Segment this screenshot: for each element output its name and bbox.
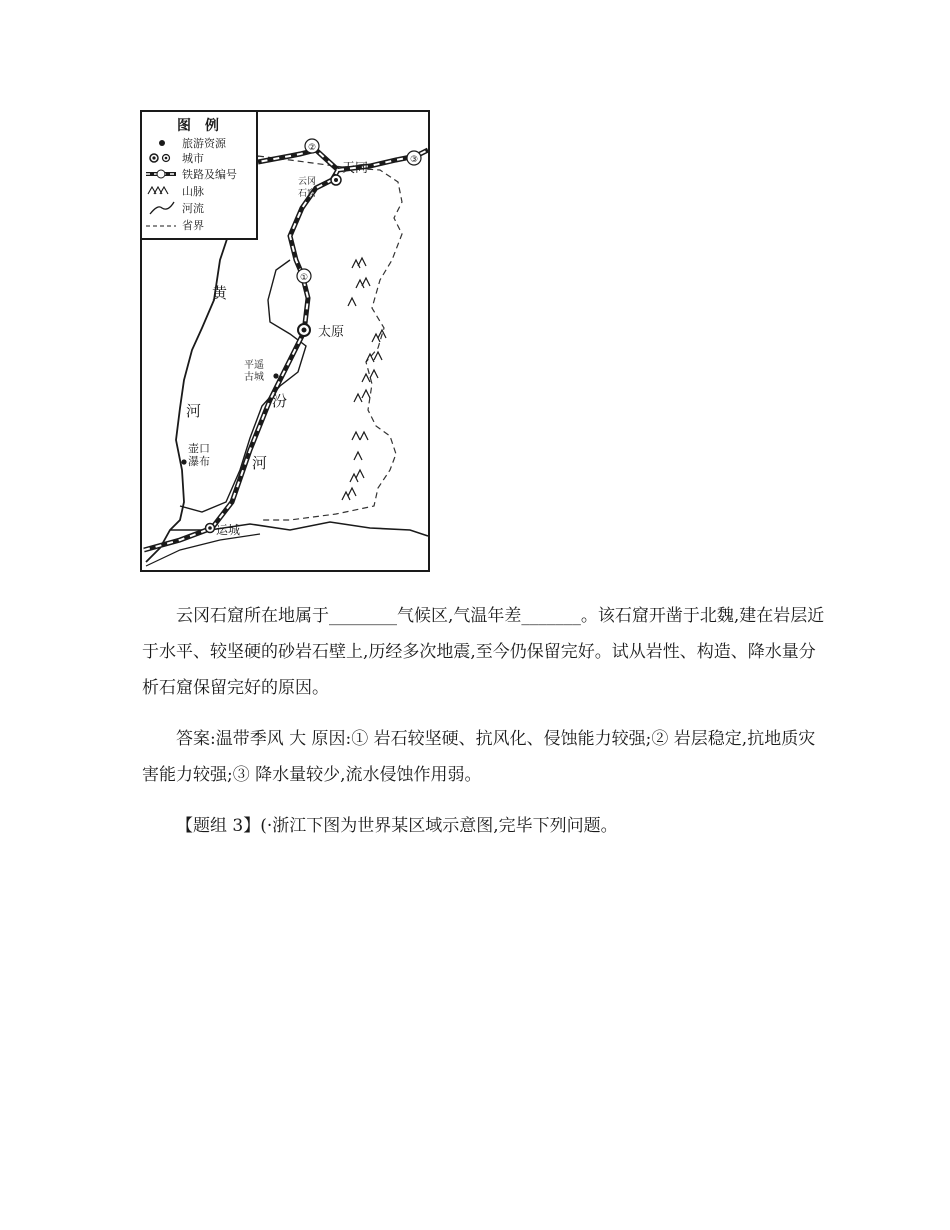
label-yungang-1: 云冈 (298, 177, 317, 187)
label-yuncheng: 运城 (216, 523, 241, 537)
label-he-yellow: 河 (186, 402, 202, 420)
tourism-hukou (181, 459, 186, 464)
svg-text:①: ① (299, 273, 309, 283)
label-taiyuan: 太原 (318, 325, 345, 340)
answer-paragraph: 答案:温带季风 大 原因:① 岩石较坚硬、抗风化、侵蚀能力较强;② 岩层稳定,抗地质灾害能力较强;③ 降水量较少,流水侵蚀作用弱。 (142, 729, 816, 785)
label-fen: 汾 (272, 392, 288, 410)
city-yuncheng (206, 524, 215, 533)
legend-label-railway: 铁路及编号 (182, 168, 237, 181)
label-he-fen: 河 (252, 454, 268, 472)
legend-label-river: 河流 (182, 202, 204, 215)
label-pingyao-2: 古城 (244, 372, 264, 383)
label-huang: 黄 (212, 284, 228, 302)
label-yungang-2: 石窟 (298, 189, 317, 199)
tourism-resource-icon (159, 140, 165, 146)
label-hukou-2: 瀑布 (188, 455, 210, 468)
question-paragraph: 云冈石窟所在地属于________气候区,气温年差_______。该石窟开凿于北魏,建在岩层近于水平、较坚硬的砂岩石壁上,历经多次地震,至今仍保留完好。试从岩性、构造、降水量分析石窟保留完好的原因。 (142, 606, 825, 698)
svg-text:③: ③ (409, 155, 419, 165)
question-group-heading: 【题组 3】(·浙江下图为世界某区域示意图,完毕下列问题。 (176, 816, 618, 836)
svg-text:②: ② (307, 143, 317, 153)
city-datong (331, 175, 341, 185)
railway-number-2 (305, 139, 319, 153)
legend-label-mountain: 山脉 (182, 185, 204, 198)
tourism-pingyao (273, 373, 278, 378)
railway-number-3 (407, 151, 421, 165)
label-pingyao-1: 平遥 (244, 360, 264, 371)
label-hukou-1: 壶口 (188, 442, 210, 455)
map-svg (140, 110, 430, 572)
city-taiyuan (298, 324, 310, 336)
map-legend (141, 111, 257, 239)
legend-title: 图 例 (177, 118, 219, 134)
legend-label-tourism: 旅游资源 (182, 137, 226, 150)
label-datong: 天同 (342, 161, 369, 176)
railway-number-1 (297, 269, 311, 283)
shanxi-map-figure (140, 110, 430, 572)
legend-label-border: 省界 (182, 219, 204, 232)
legend-label-city: 城市 (182, 152, 204, 165)
